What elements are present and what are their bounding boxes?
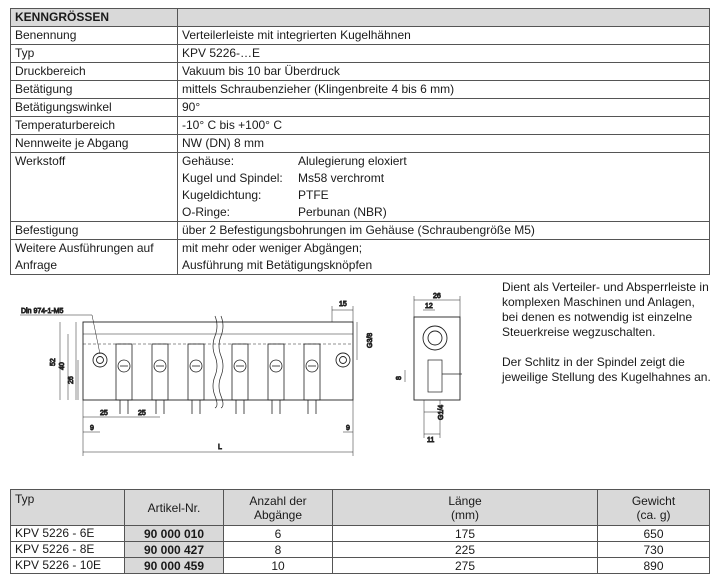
- spec-value: über 2 Befestigungsbohrungen im Gehäuse (Schraubengröße M5): [178, 222, 710, 240]
- header-line: Gewicht: [631, 493, 676, 508]
- dim-label: 12: [425, 303, 433, 310]
- cell-anzahl: 6: [224, 526, 333, 542]
- cell-gewicht: 890: [598, 558, 710, 574]
- header-laenge: [333, 490, 598, 526]
- cell-laenge: 175: [333, 526, 598, 542]
- spec-label: Betätigung: [11, 81, 178, 99]
- spec-value: [178, 240, 710, 275]
- table-row: [11, 526, 710, 542]
- spec-row-befestigung: [11, 222, 710, 240]
- spec-value: Verteilerleiste mit integrierten Kugelhähnen: [178, 27, 710, 45]
- cell-artikel: 90 000 010: [125, 526, 224, 542]
- dim-label: 15: [339, 301, 347, 308]
- label-line: Weitere Ausführungen auf: [15, 241, 154, 255]
- werkstoff-material: PTFE: [298, 188, 329, 202]
- product-header-row: [11, 490, 710, 526]
- dim-label: G1/4: [438, 404, 445, 420]
- valve-group: [116, 344, 320, 414]
- cell-artikel: 90 000 459: [125, 558, 224, 574]
- spec-value: Vakuum bis 10 bar Überdruck: [178, 63, 710, 81]
- header-line: (ca. g): [636, 507, 671, 522]
- spec-row: [11, 135, 710, 153]
- werkstoff-material: Alulegierung eloxiert: [298, 154, 407, 168]
- spec-value: 90°: [178, 99, 710, 117]
- spec-label: Betätigungswinkel: [11, 99, 178, 117]
- spec-heading-row: [11, 9, 710, 27]
- dim-label: 52: [50, 358, 57, 366]
- spec-value: mittels Schraubenzieher (Klingenbreite 4 bis 6 mm): [178, 81, 710, 99]
- werkstoff-material: Perbunan (NBR): [298, 205, 387, 219]
- dim-label: 25: [138, 410, 146, 417]
- spec-row: [11, 117, 710, 135]
- dim-label: 9: [90, 425, 94, 432]
- mounting-hole-icon: [336, 353, 350, 367]
- dim-label: 40: [59, 362, 66, 370]
- header-line: Abgänge: [253, 507, 303, 522]
- dim-label: 25: [100, 410, 108, 417]
- spec-row: [11, 63, 710, 81]
- spec-heading-empty: [178, 9, 710, 27]
- header-line: Anzahl der: [249, 493, 307, 508]
- cell-laenge: 275: [333, 558, 598, 574]
- spec-label: Benennung: [11, 27, 178, 45]
- cell-gewicht: 650: [598, 526, 710, 542]
- spec-label: Befestigung: [11, 222, 178, 240]
- dim-label: 26: [68, 376, 75, 384]
- spec-row: [11, 99, 710, 117]
- spec-label: Druckbereich: [11, 63, 178, 81]
- header-line: Länge: [448, 493, 482, 508]
- header-anzahl: [224, 490, 333, 526]
- spec-value: -10° C bis +100° C: [178, 117, 710, 135]
- table-row: [11, 558, 710, 574]
- spec-label: Temperaturbereich: [11, 117, 178, 135]
- header-artikel: Artikel-Nr.: [125, 490, 224, 526]
- spec-value: NW (DN) 8 mm: [178, 135, 710, 153]
- spec-label: Werkstoff: [11, 153, 178, 222]
- technical-drawing: [0, 282, 490, 462]
- cell-artikel: 90 000 427: [125, 542, 224, 558]
- spec-row: [11, 45, 710, 63]
- spec-label: Typ: [11, 45, 178, 63]
- header-gewicht: [598, 490, 710, 526]
- spec-row-werkstoff: [11, 153, 710, 222]
- cell-anzahl: 10: [224, 558, 333, 574]
- value-line: mit mehr oder weniger Abgängen;: [182, 241, 363, 255]
- value-line: Ausführung mit Betätigungsknöpfen: [182, 258, 373, 272]
- cell-typ: KPV 5226 - 8E: [11, 542, 125, 558]
- label-line: Anfrage: [15, 258, 58, 272]
- spec-row: [11, 81, 710, 99]
- dim-din-label: Din 974-1-M5: [21, 308, 64, 315]
- dim-label: 11: [427, 437, 435, 444]
- spec-value: KPV 5226-…E: [178, 45, 710, 63]
- side-view-body: [414, 317, 460, 400]
- spec-label: Nennweite je Abgang: [11, 135, 178, 153]
- spec-row: [11, 27, 710, 45]
- spec-row-weitere: [11, 240, 710, 275]
- table-row: [11, 542, 710, 558]
- product-table: [10, 489, 710, 574]
- dim-label: L: [218, 444, 222, 451]
- spec-label: [11, 240, 178, 275]
- werkstoff-part: Gehäuse:: [182, 154, 235, 168]
- spec-heading: KENNGRÖSSEN: [11, 9, 178, 27]
- cell-gewicht: 730: [598, 542, 710, 558]
- description: [502, 280, 714, 400]
- werkstoff-material: Ms58 verchromt: [298, 171, 385, 185]
- description-paragraph: Dient als Verteiler- und Absperrleiste in komplexen Maschinen und Anlagen, bei denen es notwendig ist einzelne Steuerkreise wegzuschalten.: [502, 280, 709, 339]
- werkstoff-part: Kugel und Spindel:: [182, 171, 283, 185]
- werkstoff-part: Kugeldichtung:: [182, 188, 262, 202]
- werkstoff-part: O-Ringe:: [182, 205, 231, 219]
- dim-label: 9: [346, 425, 350, 432]
- cell-anzahl: 8: [224, 542, 333, 558]
- cell-typ: KPV 5226 - 10E: [11, 558, 125, 574]
- dim-label: G3/8: [367, 332, 374, 348]
- port-circle-icon: [423, 326, 447, 350]
- dim-label: 8: [396, 376, 403, 380]
- cell-laenge: 225: [333, 542, 598, 558]
- dim-label: 26: [433, 293, 441, 300]
- description-paragraph: Der Schlitz in der Spindel zeigt die jeweilige Stellung des Kugelhahnes an.: [502, 355, 711, 384]
- werkstoff-list: [178, 153, 710, 222]
- cell-typ: KPV 5226 - 6E: [11, 526, 125, 542]
- header-typ: Typ: [11, 490, 125, 526]
- spec-table: [10, 8, 710, 275]
- header-line: (mm): [451, 507, 479, 522]
- mounting-hole-icon: [93, 353, 107, 367]
